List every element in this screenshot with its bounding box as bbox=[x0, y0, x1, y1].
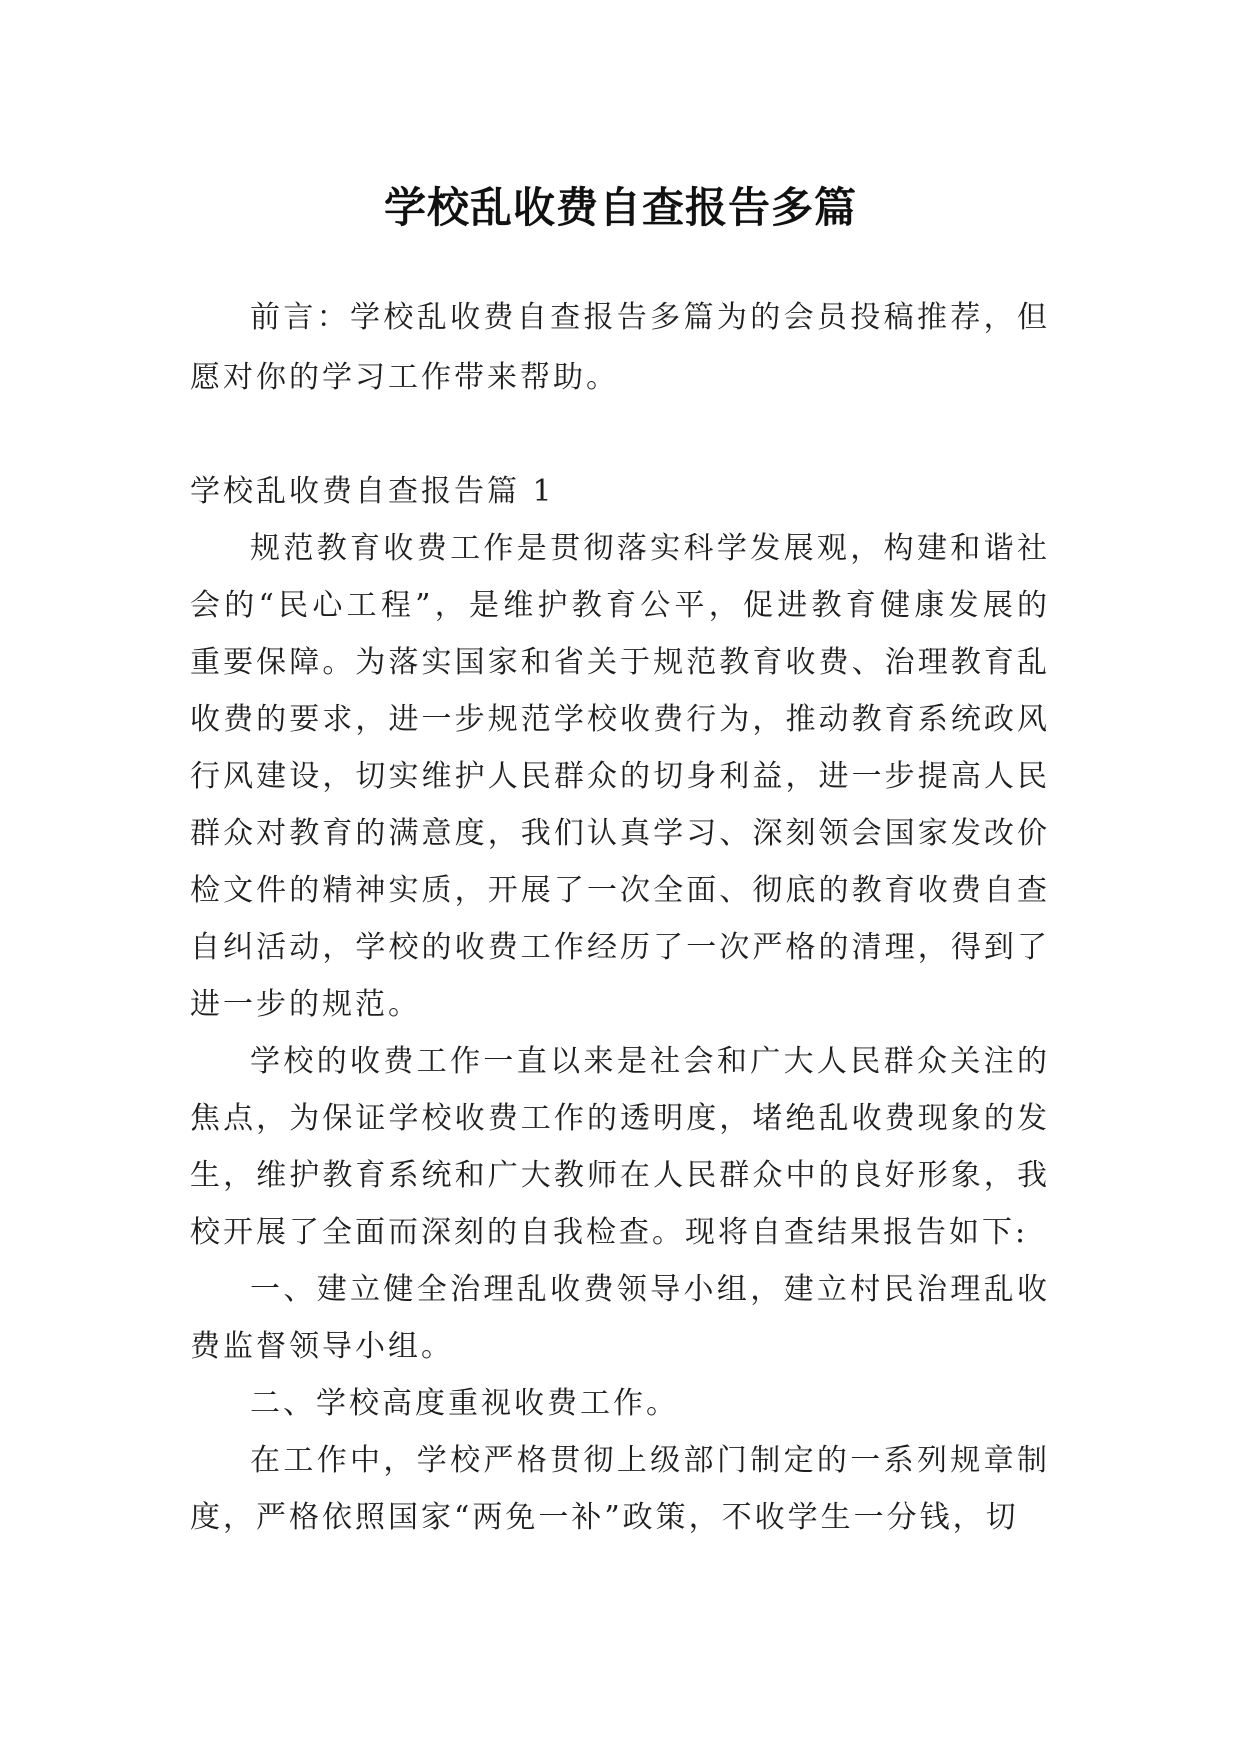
document-title: 学校乱收费自查报告多篇 bbox=[383, 183, 857, 233]
body-paragraph: 在工作中，学校严格贯彻上级部门制定的一系列规章制度，严格依照国家“两免一补”政策，不收学生一分钱，切 bbox=[190, 1443, 1050, 1535]
preface-block bbox=[190, 288, 1050, 408]
body-paragraph: 二、学校高度重视收费工作。 bbox=[250, 1386, 679, 1421]
body-paragraph: 规范教育收费工作是贯彻落实科学发展观，构建和谐社会的“民心工程”，是维护教育公平，促进教育健康发展的重要保障。为落实国家和省关于规范教育收费、治理教育乱收费的要求，进一步规范学校收费行为，推动教育系统政风行风建设，切实维护人民群众的切身利益，进一步提高人民群众对教育的满意度，我们认真学习、深刻领会国家发改价检文件的精神实质，开展了一次全面、彻底的教育收费自查自纠活动，学校的收费工作经历了一次严格的清理，得到了进一步的规范。 bbox=[190, 531, 1050, 1022]
body-paragraph: 一、建立健全治理乱收费领导小组，建立村民治理乱收费监督领导小组。 bbox=[190, 1272, 1050, 1364]
section-heading: 学校乱收费自查报告篇 1 bbox=[190, 474, 555, 509]
preface-paragraph: 前言：学校乱收费自查报告多篇为的会员投稿推荐，但愿对你的学习工作带来帮助。 bbox=[190, 300, 1050, 395]
report-body bbox=[190, 463, 1050, 1546]
body-paragraph: 学校的收费工作一直以来是社会和广大人民群众关注的焦点，为保证学校收费工作的透明度，堵绝乱收费现象的发生，维护教育系统和广大教师在人民群众中的良好形象，我校开展了全面而深刻的自我检查。现将自查结果报告如下: bbox=[190, 1044, 1050, 1250]
